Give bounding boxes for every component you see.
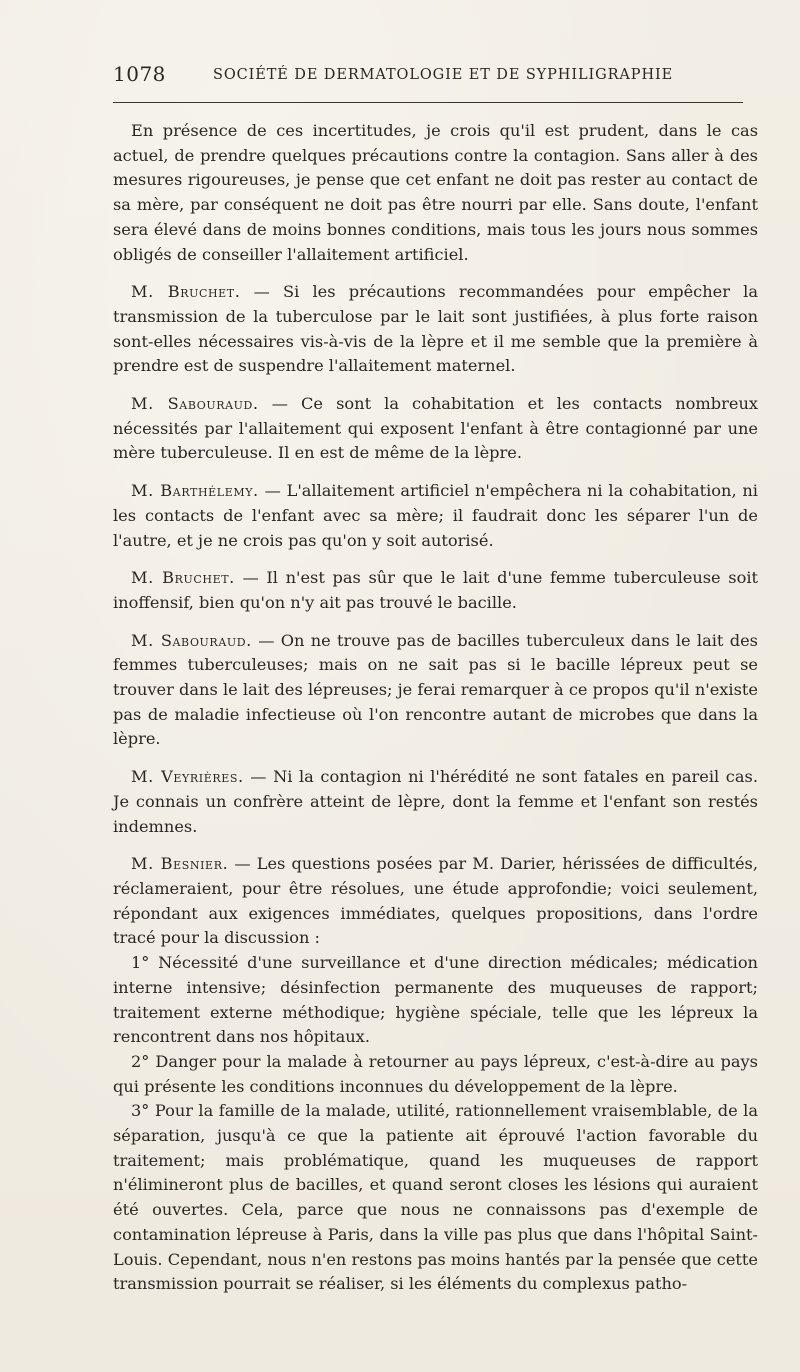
speaker-name: M. Sabouraud. <box>131 630 252 650</box>
paragraph-bruchet-1 <box>113 280 758 379</box>
speaker-name: M. Bruchet. <box>131 282 241 302</box>
paragraph-sabouraud-2 <box>113 629 758 753</box>
running-head: SOCIÉTÉ DE DERMATOLOGIE ET DE SYPHILIGRAPHIE <box>213 67 674 83</box>
paragraph-besnier-point-3 <box>113 1099 758 1297</box>
page-number: 1078 <box>113 62 166 86</box>
speaker-name: M. Veyrières. <box>131 767 244 787</box>
paragraph-text: 1° Nécessité d'une surveillance et d'une direction médicales; médication interne intensive; désinfection permanente des muqueuses de rapport; traitement externe méthodique; hygiène spéciale, telle que les lépreux la rencontrent dans nos hôpitaux. <box>113 953 758 1047</box>
header-rule <box>113 102 743 103</box>
paragraph-darier-conclusion <box>113 119 758 267</box>
speaker-name: M. Sabouraud. <box>131 394 259 414</box>
page-header <box>113 62 743 90</box>
paragraph-text: — Ni la contagion ni l'hérédité ne sont fatales en pareil cas. Je connais un confrère atteint de lèpre, dont la femme et l'enfant son restés indemnes. <box>113 767 758 836</box>
paragraph-besnier-point-2 <box>113 1050 758 1099</box>
paragraph-text: — On ne trouve pas de bacilles tuberculeux dans le lait des femmes tuberculeuses; mais on ne sait pas si le bacille lépreux peut se trouver dans le lait des lépreuses; je ferai remarquer à ce propos qu'il n'existe pas de maladie infectieuse où l'on rencontre autant de microbes que dans la lèpre. <box>113 630 758 749</box>
paragraph-text: — L'allaitement artificiel n'empêchera ni la cohabitation, ni les contacts de l'enfant avec sa mère; il faudrait donc les séparer l'un de l'autre, et je ne crois pas qu'on y soit autorisé. <box>113 481 758 550</box>
paragraph-barthelemy <box>113 479 758 553</box>
paragraph-text: — Les questions posées par M. Darier, hérissées de difficultés, réclameraient, pour être résolues, une étude approfondie; voici seulement, répondant aux exigences immédiates, quelques propositions, dans l'ordre tracé pour la discussion : <box>113 854 759 948</box>
paragraph-text: — Ce sont la cohabitation et les contacts nombreux nécessités par l'allaitement qui exposent l'enfant à être contagionné par une mère tuberculeuse. Il en est de même de la lèpre. <box>113 394 758 463</box>
paragraph-sabouraud-1 <box>113 392 758 466</box>
speaker-name: M. Barthélemy. <box>131 481 259 501</box>
paragraph-text: — Si les précautions recommandées pour empêcher la transmission de la tuberculose par le lait sont justifiées, à plus forte raison sont-elles nécessaires vis-à-vis de la lèpre et il me semble que la première à prendre est de suspendre l'allaitement maternel. <box>113 282 758 376</box>
paragraph-besnier-intro <box>113 852 758 951</box>
paragraph-bruchet-2 <box>113 566 758 615</box>
paragraph-besnier-point-1 <box>113 951 758 1050</box>
paragraph-veyrieres <box>113 765 758 839</box>
paragraph-text: 3° Pour la famille de la malade, utilité, rationnellement vraisemblable, de la séparation, jusqu'à ce que la patiente ait éprouvé l'action favorable du traitement; mais problématique, quand les muqueuses de rapport n'élimineront plus de bacilles, et quand seront closes les lésions qui auraient été ouvertes. Cela, parce que nous ne connaissons pas d'exemple de contamination lépreuse à Paris, dans la ville pas plus que dans l'hôpital Saint-Louis. Cependant, nous n'en restons pas moins hantés par la pensée que cette transmission pourrait se réaliser, si les éléments du complexus patho- <box>113 1101 758 1294</box>
paragraph-text: En présence de ces incertitudes, je crois qu'il est prudent, dans le cas actuel, de prendre quelques précautions contre la contagion. Sans aller à des mesures rigoureuses, je pense que cet enfant ne doit pas rester au contact de sa mère, par conséquent ne doit pas être nourri par elle. Sans doute, l'enfant sera élevé dans de moins bonnes conditions, mais tous les jours nous sommes obligés de conseiller l'allaitement artificiel. <box>113 121 758 264</box>
body-text <box>113 119 758 1297</box>
paragraph-text: 2° Danger pour la malade à retourner au pays lépreux, c'est-à-dire au pays qui présente les conditions inconnues du développement de la lèpre. <box>113 1051 758 1096</box>
speaker-name: M. Besnier. <box>131 854 229 874</box>
speaker-name: M. Bruchet. <box>131 568 235 588</box>
paragraph-text: — Il n'est pas sûr que le lait d'une femme tuberculeuse soit inoffensif, bien qu'on n'y ait pas trouvé le bacille. <box>113 568 759 612</box>
